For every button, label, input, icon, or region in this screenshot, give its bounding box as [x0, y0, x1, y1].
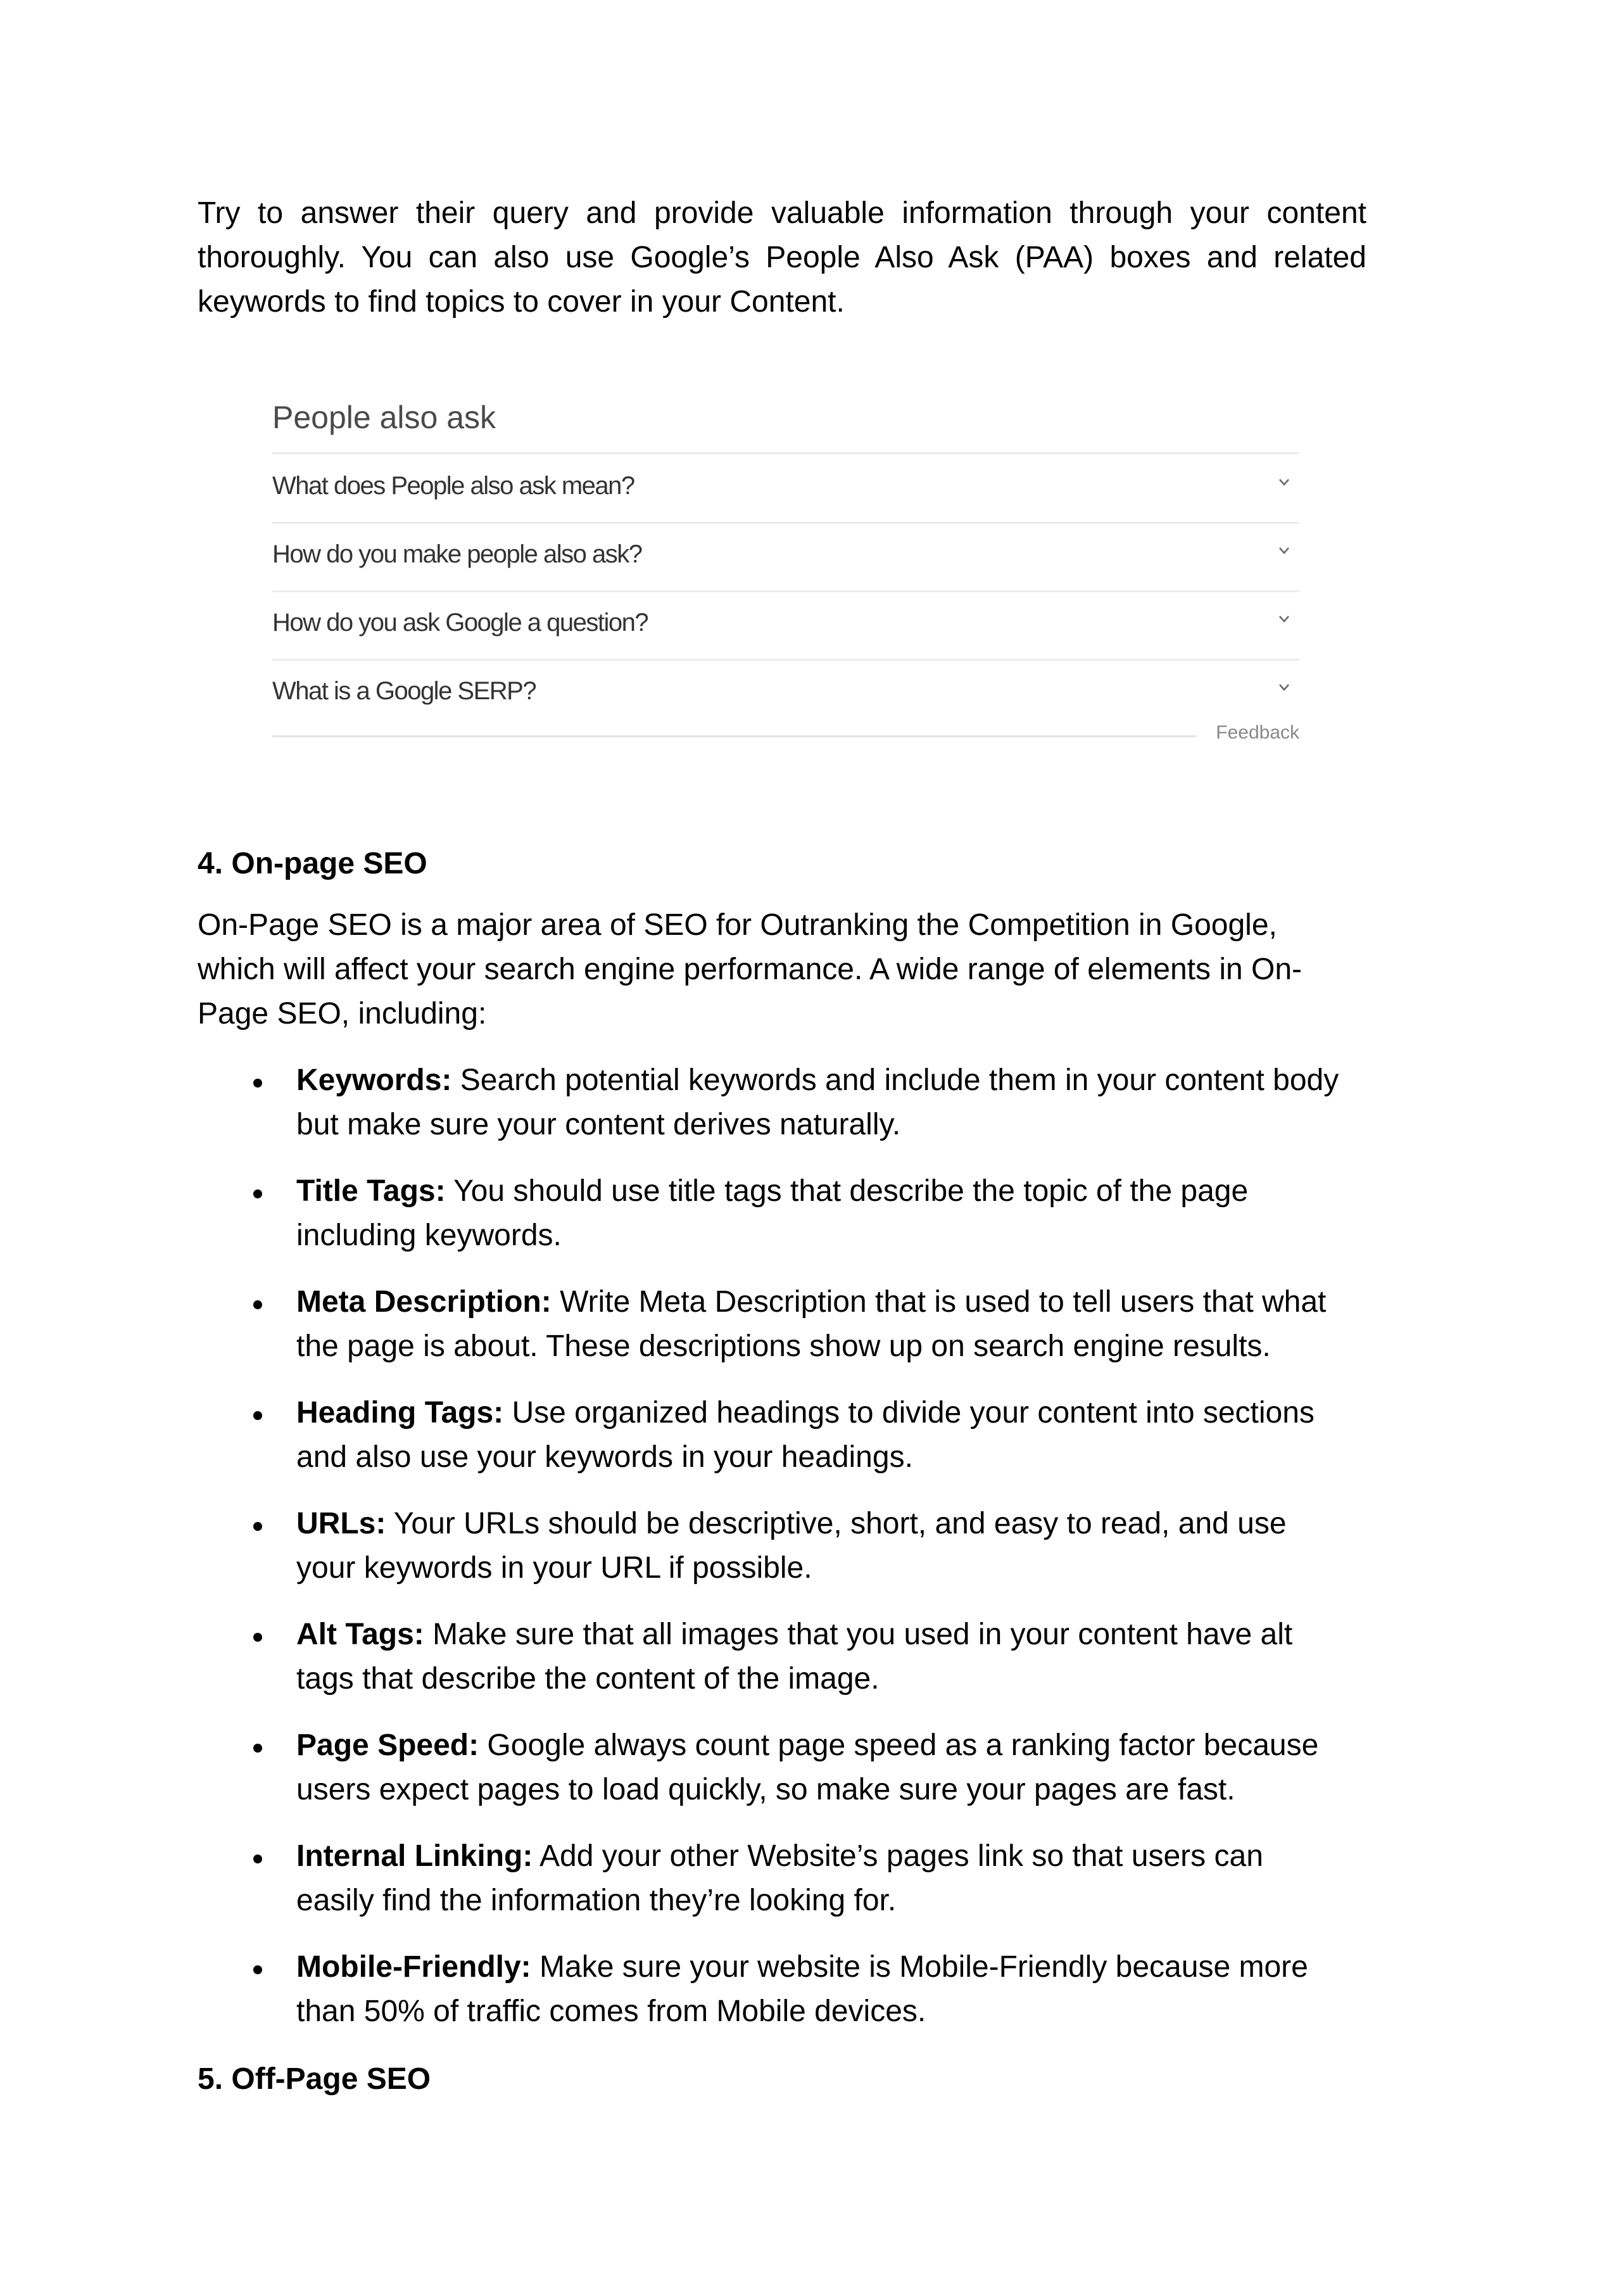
list-item-text: Your URLs should be descriptive, short, and easy to read, and use	[386, 1507, 1287, 1540]
paragraph-line: Page SEO, including:	[198, 997, 487, 1031]
list-item-label: Alt Tags:	[296, 1618, 424, 1651]
list-item-label: Heading Tags:	[296, 1396, 504, 1430]
divider	[272, 735, 1197, 737]
bullet-icon	[253, 1411, 262, 1420]
people-also-ask-box	[272, 380, 1299, 760]
list-item-text: tags that describe the content of the image.	[296, 1662, 880, 1696]
intro-line: thoroughly. You can also use Google’s People Also Ask (PAA) boxes and related	[198, 241, 1366, 274]
list-item-text: and also use your keywords in your headings.	[296, 1440, 913, 1474]
paa-question-text: How do you ask Google a question?	[272, 609, 648, 637]
list-item-text: You should use title tags that describe the topic of the page	[445, 1174, 1249, 1208]
bullet-icon	[253, 1079, 262, 1088]
section-heading-off-page-seo: 5. Off-Page SEO	[198, 2062, 431, 2096]
chevron-down-icon[interactable]	[1278, 476, 1290, 488]
list-item-text: Make sure your website is Mobile-Friendly because more	[531, 1950, 1308, 1984]
paa-question-row[interactable]	[272, 454, 1299, 522]
feedback-link[interactable]: Feedback	[1216, 722, 1299, 743]
bullet-icon	[253, 1744, 262, 1753]
paragraph-line: which will affect your search engine performance. A wide range of elements in On-	[198, 953, 1302, 986]
list-item-text: Make sure that all images that you used in your content have alt	[424, 1618, 1293, 1651]
bullet-icon	[253, 1522, 262, 1531]
list-item-text: your keywords in your URL if possible.	[296, 1551, 812, 1585]
section-heading-on-page-seo: 4. On-page SEO	[198, 847, 427, 880]
bullet-icon	[253, 1189, 262, 1198]
list-item-text: the page is about. These descriptions show up on search engine results.	[296, 1329, 1271, 1363]
intro-line: Try to answer their query and provide valuable information through your content	[198, 196, 1366, 230]
bullet-icon	[253, 1300, 262, 1309]
list-item-text: easily find the information they’re looking for.	[296, 1884, 897, 1917]
list-item-text: than 50% of traffic comes from Mobile devices.	[296, 1995, 926, 2028]
paragraph-line: On-Page SEO is a major area of SEO for Outranking the Competition in Google,	[198, 908, 1277, 942]
list-item-text: including keywords.	[296, 1219, 562, 1252]
paa-question-text: What does People also ask mean?	[272, 472, 634, 500]
list-item-text: users expect pages to load quickly, so make sure your pages are fast.	[296, 1773, 1235, 1806]
chevron-down-icon[interactable]	[1278, 681, 1290, 694]
list-item-label: Title Tags:	[296, 1174, 446, 1208]
paa-question-text: What is a Google SERP?	[272, 677, 536, 705]
list-item-text: Search potential keywords and include them in your content body	[451, 1063, 1339, 1097]
list-item-label: URLs:	[296, 1507, 386, 1540]
paa-question-text: How do you make people also ask?	[272, 540, 642, 568]
paa-question-row[interactable]	[272, 591, 1299, 659]
list-item-text: Add your other Website’s pages link so that users can	[533, 1839, 1263, 1873]
list-item-label: Meta Description:	[296, 1285, 552, 1319]
list-item-label: Internal Linking:	[296, 1839, 533, 1873]
list-item-text: Google always count page speed as a ranking factor because	[479, 1728, 1319, 1762]
chevron-down-icon[interactable]	[1278, 544, 1290, 557]
list-item-text: Write Meta Description that is used to tell users that what	[551, 1285, 1327, 1319]
list-item-label: Keywords:	[296, 1063, 452, 1097]
bullet-icon	[253, 1633, 262, 1642]
bullet-icon	[253, 1965, 262, 1974]
paa-question-row[interactable]	[272, 523, 1299, 590]
paa-question-row[interactable]	[272, 659, 1299, 727]
chevron-down-icon[interactable]	[1278, 612, 1290, 625]
list-item-label: Page Speed:	[296, 1728, 479, 1762]
list-item-text: Use organized headings to divide your content into sections	[503, 1396, 1315, 1430]
list-item-label: Mobile-Friendly:	[296, 1950, 531, 1984]
bullet-icon	[253, 1855, 262, 1863]
list-item-text: but make sure your content derives naturally.	[296, 1108, 901, 1141]
paa-title: People also ask	[272, 400, 496, 435]
intro-line: keywords to find topics to cover in your Content.	[198, 285, 845, 319]
